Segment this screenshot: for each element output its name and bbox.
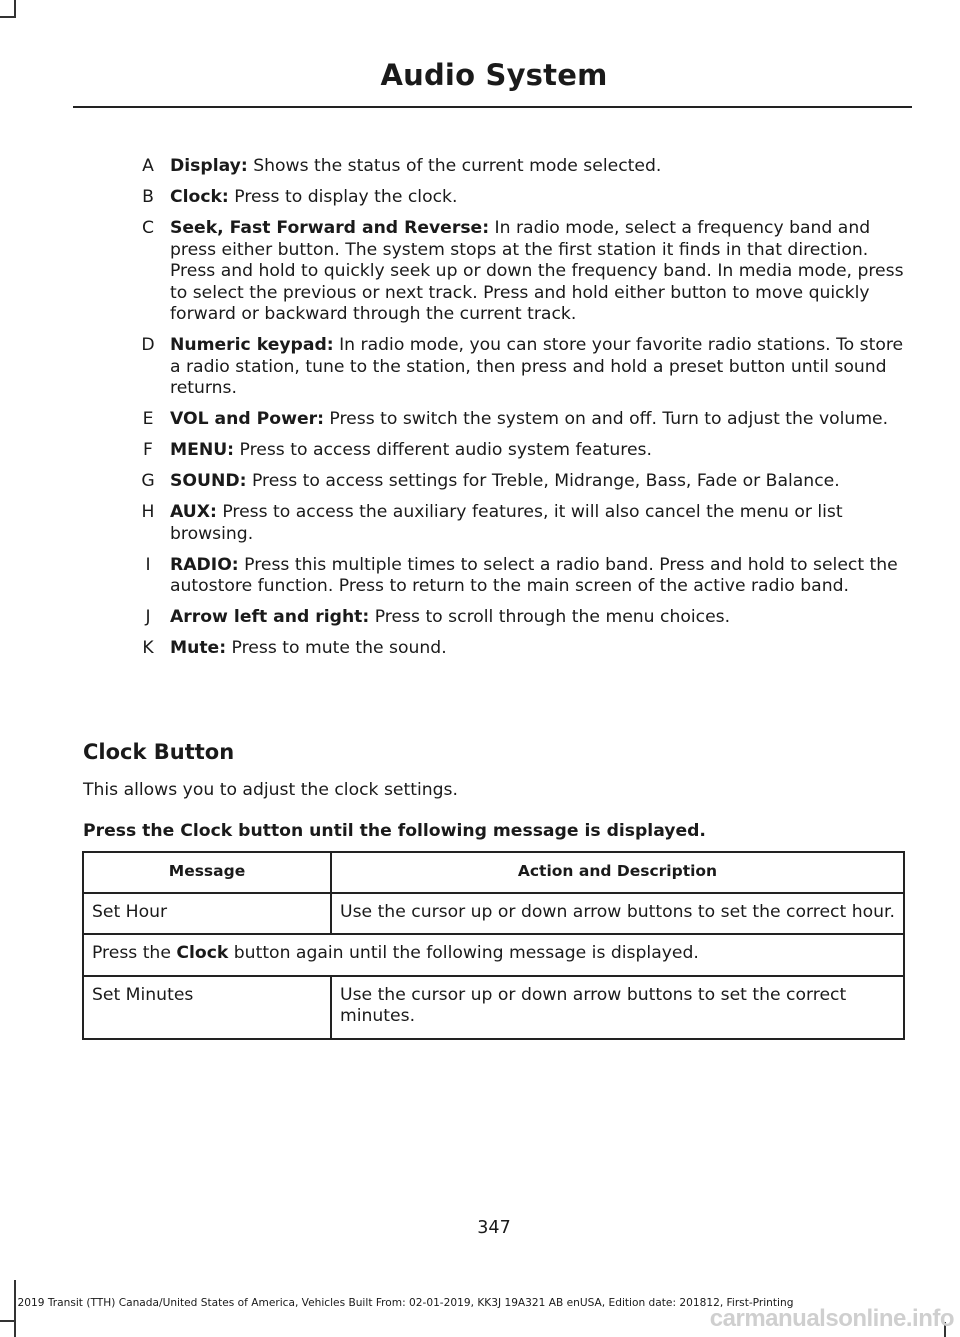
clock-message-table	[82, 851, 905, 1040]
item-term: Display:	[170, 156, 248, 176]
item-letter: H	[141, 502, 155, 522]
note-bold-text: Clock	[176, 943, 229, 963]
table-cell-action: Use the cursor up or down arrow buttons to set the correct hour.	[331, 893, 904, 935]
list-item	[84, 218, 904, 326]
item-term: Numeric keypad:	[170, 335, 334, 355]
table-cell-note	[83, 934, 904, 976]
item-description: Shows the status of the current mode selected.	[247, 156, 662, 176]
table-row	[83, 893, 904, 935]
list-item	[84, 638, 904, 660]
item-letter: K	[142, 638, 154, 658]
item-letter: J	[145, 607, 151, 627]
page-number: 347	[477, 1218, 511, 1238]
list-item	[84, 409, 904, 431]
list-item	[84, 335, 904, 400]
crop-mark	[0, 16, 16, 18]
item-letter: C	[141, 218, 154, 238]
item-description: Press to access settings for Treble, Midrange, Bass, Fade or Balance.	[246, 471, 840, 491]
table-row	[83, 976, 904, 1039]
note-text: button again until the following message is displayed.	[228, 943, 699, 963]
list-item	[84, 555, 904, 598]
item-term: RADIO:	[170, 554, 239, 575]
item-description: Press to mute the sound.	[226, 638, 447, 658]
item-letter: A	[142, 156, 154, 176]
instruction-lead: Press the Clock button until the following message is displayed.	[83, 821, 706, 841]
table-header-row	[83, 852, 904, 893]
item-term: Mute:	[170, 638, 227, 658]
page-title: Audio System	[380, 58, 608, 92]
item-description: Press to access different audio system features.	[234, 440, 652, 460]
item-description: In radio mode, you can store your favorite radio stations. To store a radio station, tune to the station, then press and hold a preset button until sound returns.	[170, 335, 904, 398]
item-term: SOUND:	[170, 471, 247, 491]
item-term: VOL and Power:	[170, 409, 324, 429]
column-header-message: Message	[83, 852, 331, 893]
table-row	[83, 934, 904, 976]
list-item	[84, 607, 904, 629]
header-divider	[73, 106, 912, 108]
item-description: Press to display the clock.	[228, 187, 458, 207]
list-item	[84, 502, 904, 545]
item-description: Press this multiple times to select a radio band. Press and hold to select the autostore function. Press to return to the main screen of the active radio band.	[170, 554, 898, 596]
item-letter: E	[142, 409, 154, 429]
control-legend-list	[84, 156, 904, 669]
item-term: MENU:	[170, 440, 235, 460]
item-letter: F	[143, 440, 153, 460]
item-description: In radio mode, select a frequency band and press either button. The system stops at the first station it finds in that direction. Press and hold to quickly seek up or down the frequency band. In media mode, press to select the previous or next track. Press and hold either button to move quickly forward or backward through the current track.	[170, 218, 904, 324]
section-heading: Clock Button	[83, 740, 235, 764]
item-term: Clock:	[170, 187, 229, 207]
item-letter: B	[142, 187, 154, 207]
table-cell-message: Set Minutes	[83, 976, 331, 1039]
list-item	[84, 440, 904, 462]
table-cell-message: Set Hour	[83, 893, 331, 935]
item-term: AUX:	[170, 502, 217, 522]
note-text: Press the	[92, 943, 177, 963]
section-intro: This allows you to adjust the clock settings.	[83, 780, 458, 800]
item-description: Press to scroll through the menu choices.	[369, 607, 731, 627]
item-letter: I	[145, 554, 151, 575]
list-item	[84, 187, 904, 209]
item-term: Seek, Fast Forward and Reverse:	[170, 218, 490, 238]
crop-mark	[0, 1320, 16, 1322]
list-item	[84, 156, 904, 178]
item-description: Press to switch the system on and off. Turn to adjust the volume.	[323, 409, 889, 429]
item-letter: G	[141, 471, 155, 491]
footer-edition-info: 2019 Transit (TTH) Canada/United States of America, Vehicles Built From: 02-01-2019, KK3J 19A321 AB enUSA, Edition date: 201812, First-Printing	[17, 1297, 794, 1309]
item-letter: D	[141, 335, 155, 355]
list-item	[84, 471, 904, 493]
table-cell-action: Use the cursor up or down arrow buttons to set the correct minutes.	[331, 976, 904, 1039]
column-header-action: Action and Description	[331, 852, 904, 893]
item-description: Press to access the auxiliary features, it will also cancel the menu or list browsing.	[170, 502, 843, 544]
watermark: carmanualsonline.info	[709, 1305, 954, 1332]
item-term: Arrow left and right:	[170, 607, 370, 627]
